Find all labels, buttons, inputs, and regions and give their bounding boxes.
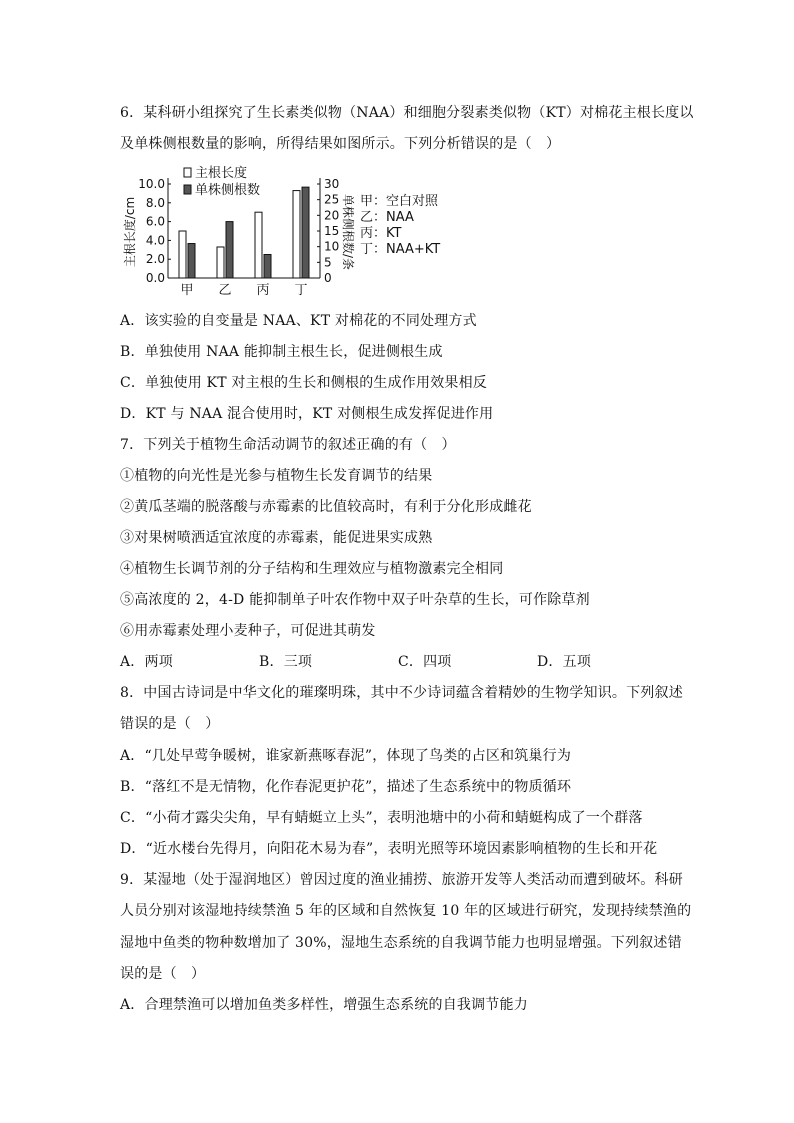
q7-item-4: ④植物生长调节剂的分子结构和生理效应与植物激素完全相同 — [120, 561, 504, 577]
right-axis-title: 单株侧根数/条 — [341, 193, 355, 271]
left-tick-label: 0.0 — [145, 271, 165, 285]
q7-item-2: ②黄瓜茎端的脱落酸与赤霉素的比值较高时，有利于分化形成雌花 — [120, 499, 532, 515]
left-tick-label: 6.0 — [145, 214, 165, 229]
right-tick-label: 15 — [324, 224, 340, 238]
group-key-line: 乙：NAA — [360, 210, 414, 225]
right-tick-label: 10 — [324, 239, 340, 254]
left-tick-label: 10.0 — [138, 177, 165, 191]
right-tick-label: 0 — [324, 271, 332, 285]
q9-stem-line1: 9．某湿地（处于湿润地区）曾因过度的渔业捕捞、旅游开发等人类活动而遭到破坏。科研 — [120, 872, 683, 888]
bar-lateral-root — [226, 222, 233, 278]
q9-option-a: A．合理禁渔可以增加鱼类多样性，增强生态系统的自我调节能力 — [120, 997, 528, 1013]
q8-option-c: C．“小荷才露尖尖角，早有蜻蜓立上头”，表明池塘中的小荷和蜻蜓构成了一个群落 — [120, 810, 643, 826]
group-key-line: 丙：KT — [360, 226, 402, 241]
bar-main-root — [179, 231, 186, 278]
right-tick-label: 25 — [324, 192, 340, 207]
bar-lateral-root — [188, 244, 195, 278]
bar-main-root — [255, 212, 262, 278]
x-category-label: 丙 — [256, 283, 270, 298]
left-tick-label: 8.0 — [145, 195, 165, 210]
legend-swatch — [184, 185, 191, 194]
q6-stem-line1: 6．某科研小组探究了生长素类似物（NAA）和细胞分裂素类似物（KT）对棉花主根长度以 — [120, 105, 694, 121]
q8-option-d: D．“近水楼台先得月，向阳花木易为春”，表明光照等环境因素影响植物的生长和开花 — [120, 841, 658, 857]
bar-lateral-root — [264, 255, 271, 279]
q7-choice-a: A．两项 — [120, 654, 173, 670]
bar-lateral-root — [302, 187, 309, 278]
x-category-label: 甲 — [180, 283, 194, 298]
legend-label: 单株侧根数 — [195, 183, 261, 198]
q7-item-1: ①植物的向光性是光参与植物生长发育调节的结果 — [120, 468, 433, 484]
q9-stem-line4: 误的是（ ） — [120, 966, 206, 982]
q6-chart — [118, 162, 458, 300]
q8-option-a: A．“几处早莺争暖树，谁家新燕啄春泥”，体现了鸟类的占区和筑巢行为 — [120, 748, 572, 764]
q6-stem-line2: 及单株侧根数量的影响，所得结果如图所示。下列分析错误的是（ ） — [120, 136, 561, 152]
q7-item-6: ⑥用赤霉素处理小麦种子，可促进其萌发 — [120, 623, 376, 639]
q8-option-b: B．“落红不是无情物，化作春泥更护花”，描述了生态系统中的物质循环 — [120, 779, 572, 795]
right-tick-label: 30 — [324, 177, 340, 191]
q6-option-d: D．KT 与 NAA 混合使用时，KT 对侧根生成发挥促进作用 — [120, 406, 494, 422]
group-key-line: 甲：空白对照 — [360, 194, 439, 209]
group-key-line: 丁：NAA+KT — [360, 242, 441, 257]
q7-choice-b: B．三项 — [259, 654, 313, 670]
q6-option-c: C．单独使用 KT 对主根的生长和侧根的生成作用效果相反 — [120, 375, 488, 391]
bar-main-root — [293, 191, 300, 278]
left-tick-label: 4.0 — [145, 233, 165, 248]
q8-stem-line1: 8．中国古诗词是中华文化的璀璨明珠，其中不少诗词蕴含着精妙的生物学知识。下列叙述 — [120, 685, 683, 701]
x-category-label: 丁 — [294, 283, 308, 298]
left-axis-title: 主根长度/cm — [123, 196, 137, 268]
q6-option-a: A．该实验的自变量是 NAA、KT 对棉花的不同处理方式 — [120, 313, 477, 329]
q7-choice-d: D．五项 — [537, 654, 592, 670]
q7-item-5: ⑤高浓度的 2，4-D 能抑制单子叶农作物中双子叶杂草的生长，可作除草剂 — [120, 592, 590, 608]
x-category-label: 乙 — [218, 283, 232, 298]
q8-stem-line2: 错误的是（ ） — [120, 716, 220, 732]
q7-item-3: ③对果树喷洒适宜浓度的赤霉素，能促进果实成熟 — [120, 530, 433, 546]
left-tick-label: 2.0 — [145, 252, 165, 267]
q7-stem: 7．下列关于植物生命活动调节的叙述正确的有（ ） — [120, 437, 456, 453]
right-tick-label: 20 — [324, 208, 340, 223]
right-tick-label: 5 — [324, 255, 332, 270]
bar-chart — [118, 162, 458, 300]
q9-stem-line2: 人员分别对该湿地持续禁渔 5 年的区域和自然恢复 10 年的区域进行研究，发现持续禁渔的 — [120, 903, 692, 919]
q6-option-b: B．单独使用 NAA 能抑制主根生长，促进侧根生成 — [120, 344, 443, 360]
q7-choice-c: C．四项 — [398, 654, 452, 670]
legend-label: 主根长度 — [195, 166, 248, 181]
bar-main-root — [217, 247, 224, 278]
legend-swatch — [184, 168, 191, 177]
q9-stem-line3: 湿地中鱼类的物种数增加了 30%，湿地生态系统的自我调节能力也明显增强。下列叙述错 — [120, 935, 682, 951]
